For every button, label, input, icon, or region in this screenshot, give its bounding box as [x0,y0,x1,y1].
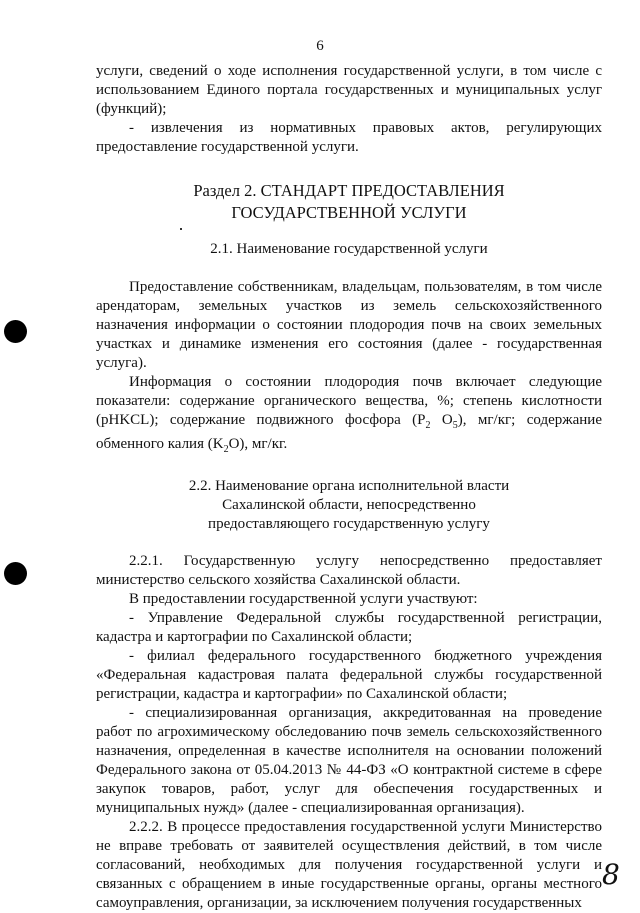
subsection-2-2-title-line-1: 2.2. Наименование органа исполнительной власти [188,478,510,494]
participant-specialized-organization: - специализированная организация, аккредитованная на проведение работ по агрохимическому обследованию почв земель сельскохозяйственного назначения, определенная в качестве исполнителя на основании положений Федерального закона от 05.04.2013 № 44-ФЗ «О контрактной системе в сфере закупок товаров, работ, услуг для обеспечения государственных и муниципальных нужд» (далее - специализированная организация). [96,705,602,816]
intro-list-item: - извлечения из нормативных правовых актов, регулирующих предоставление государственной услуги. [96,120,602,155]
paragraph-2-2-2: 2.2.2. В процессе предоставления государственной услуги Министерство не вправе требовать от заявителей осуществления действий, в том числе согласований, необходимых для получения государственной услуги и связанных с обращением в иные государственные органы, органы местного самоуправления, организации, за исключением получения государственных [96,819,602,911]
subsection-2-1-title: 2.1. Наименование государственной услуги [210,241,488,257]
subscript-k2: 2 [223,444,229,455]
soil-indicators-text-a: Информация о состоянии плодородия почв включает следующие показатели: содержание органического вещества, %; степень кислотности (pHKCL); содержание подвижного фосфора (P [96,374,602,428]
subsection-2-2-title-line-2: Сахалинской области, непосредственно [222,497,476,513]
subsection-2-1-paragraph-1: Предоставление собственникам, владельцам, пользователям, в том числе арендаторам, земельных участков из земель сельскохозяйственного назначения информации о состоянии плодородия почв на своих земельных участках и динамике изменения его состояния (далее - государственная услуга). [96,279,602,371]
punch-hole-top [4,320,27,343]
soil-indicators-text-c: ), мг/кг; содержание обменного калия (K [96,412,602,452]
participant-cadastral-chamber: - филиал федерального государственного бюджетного учреждения «Федеральная кадастровая палата федеральной службы государственной регистрации, кадастра и картографии» по Сахалинской области; [96,648,602,702]
section-title: Раздел 2. СТАНДАРТ ПРЕДОСТАВЛЕНИЯ ГОСУДАРСТВЕННОЙ УСЛУГИ [193,181,505,222]
participant-rosreestr: - Управление Федеральной службы государственной регистрации, кадастра и картографии по Сахалинской области; [96,610,602,645]
intro-paragraph: услуги, сведений о ходе исполнения государственной услуги, в том числе с использованием Единого портала государственных и муниципальных услуг (функций); [96,63,602,117]
page-number: 6 [316,38,324,54]
soil-indicators-text-b: O [430,412,453,428]
subscript-p2: 2 [425,420,431,431]
punch-hole-bottom [4,562,27,585]
paragraph-2-2-1: 2.2.1. Государственную услугу непосредственно предоставляет министерство сельского хозяйства Сахалинской области. [96,553,602,588]
subsection-2-1-paragraph-2 [96,373,602,459]
soil-indicators-text-d: O), мг/кг. [228,436,288,452]
subsection-2-2-title-line-3: предоставляющего государственную услугу [208,516,490,532]
document-body [96,62,602,913]
participants-intro: В предоставлении государственной услуги участвуют: [129,591,478,607]
subscript-o5: 5 [452,420,458,431]
handwritten-page-mark: 8 [602,858,620,891]
